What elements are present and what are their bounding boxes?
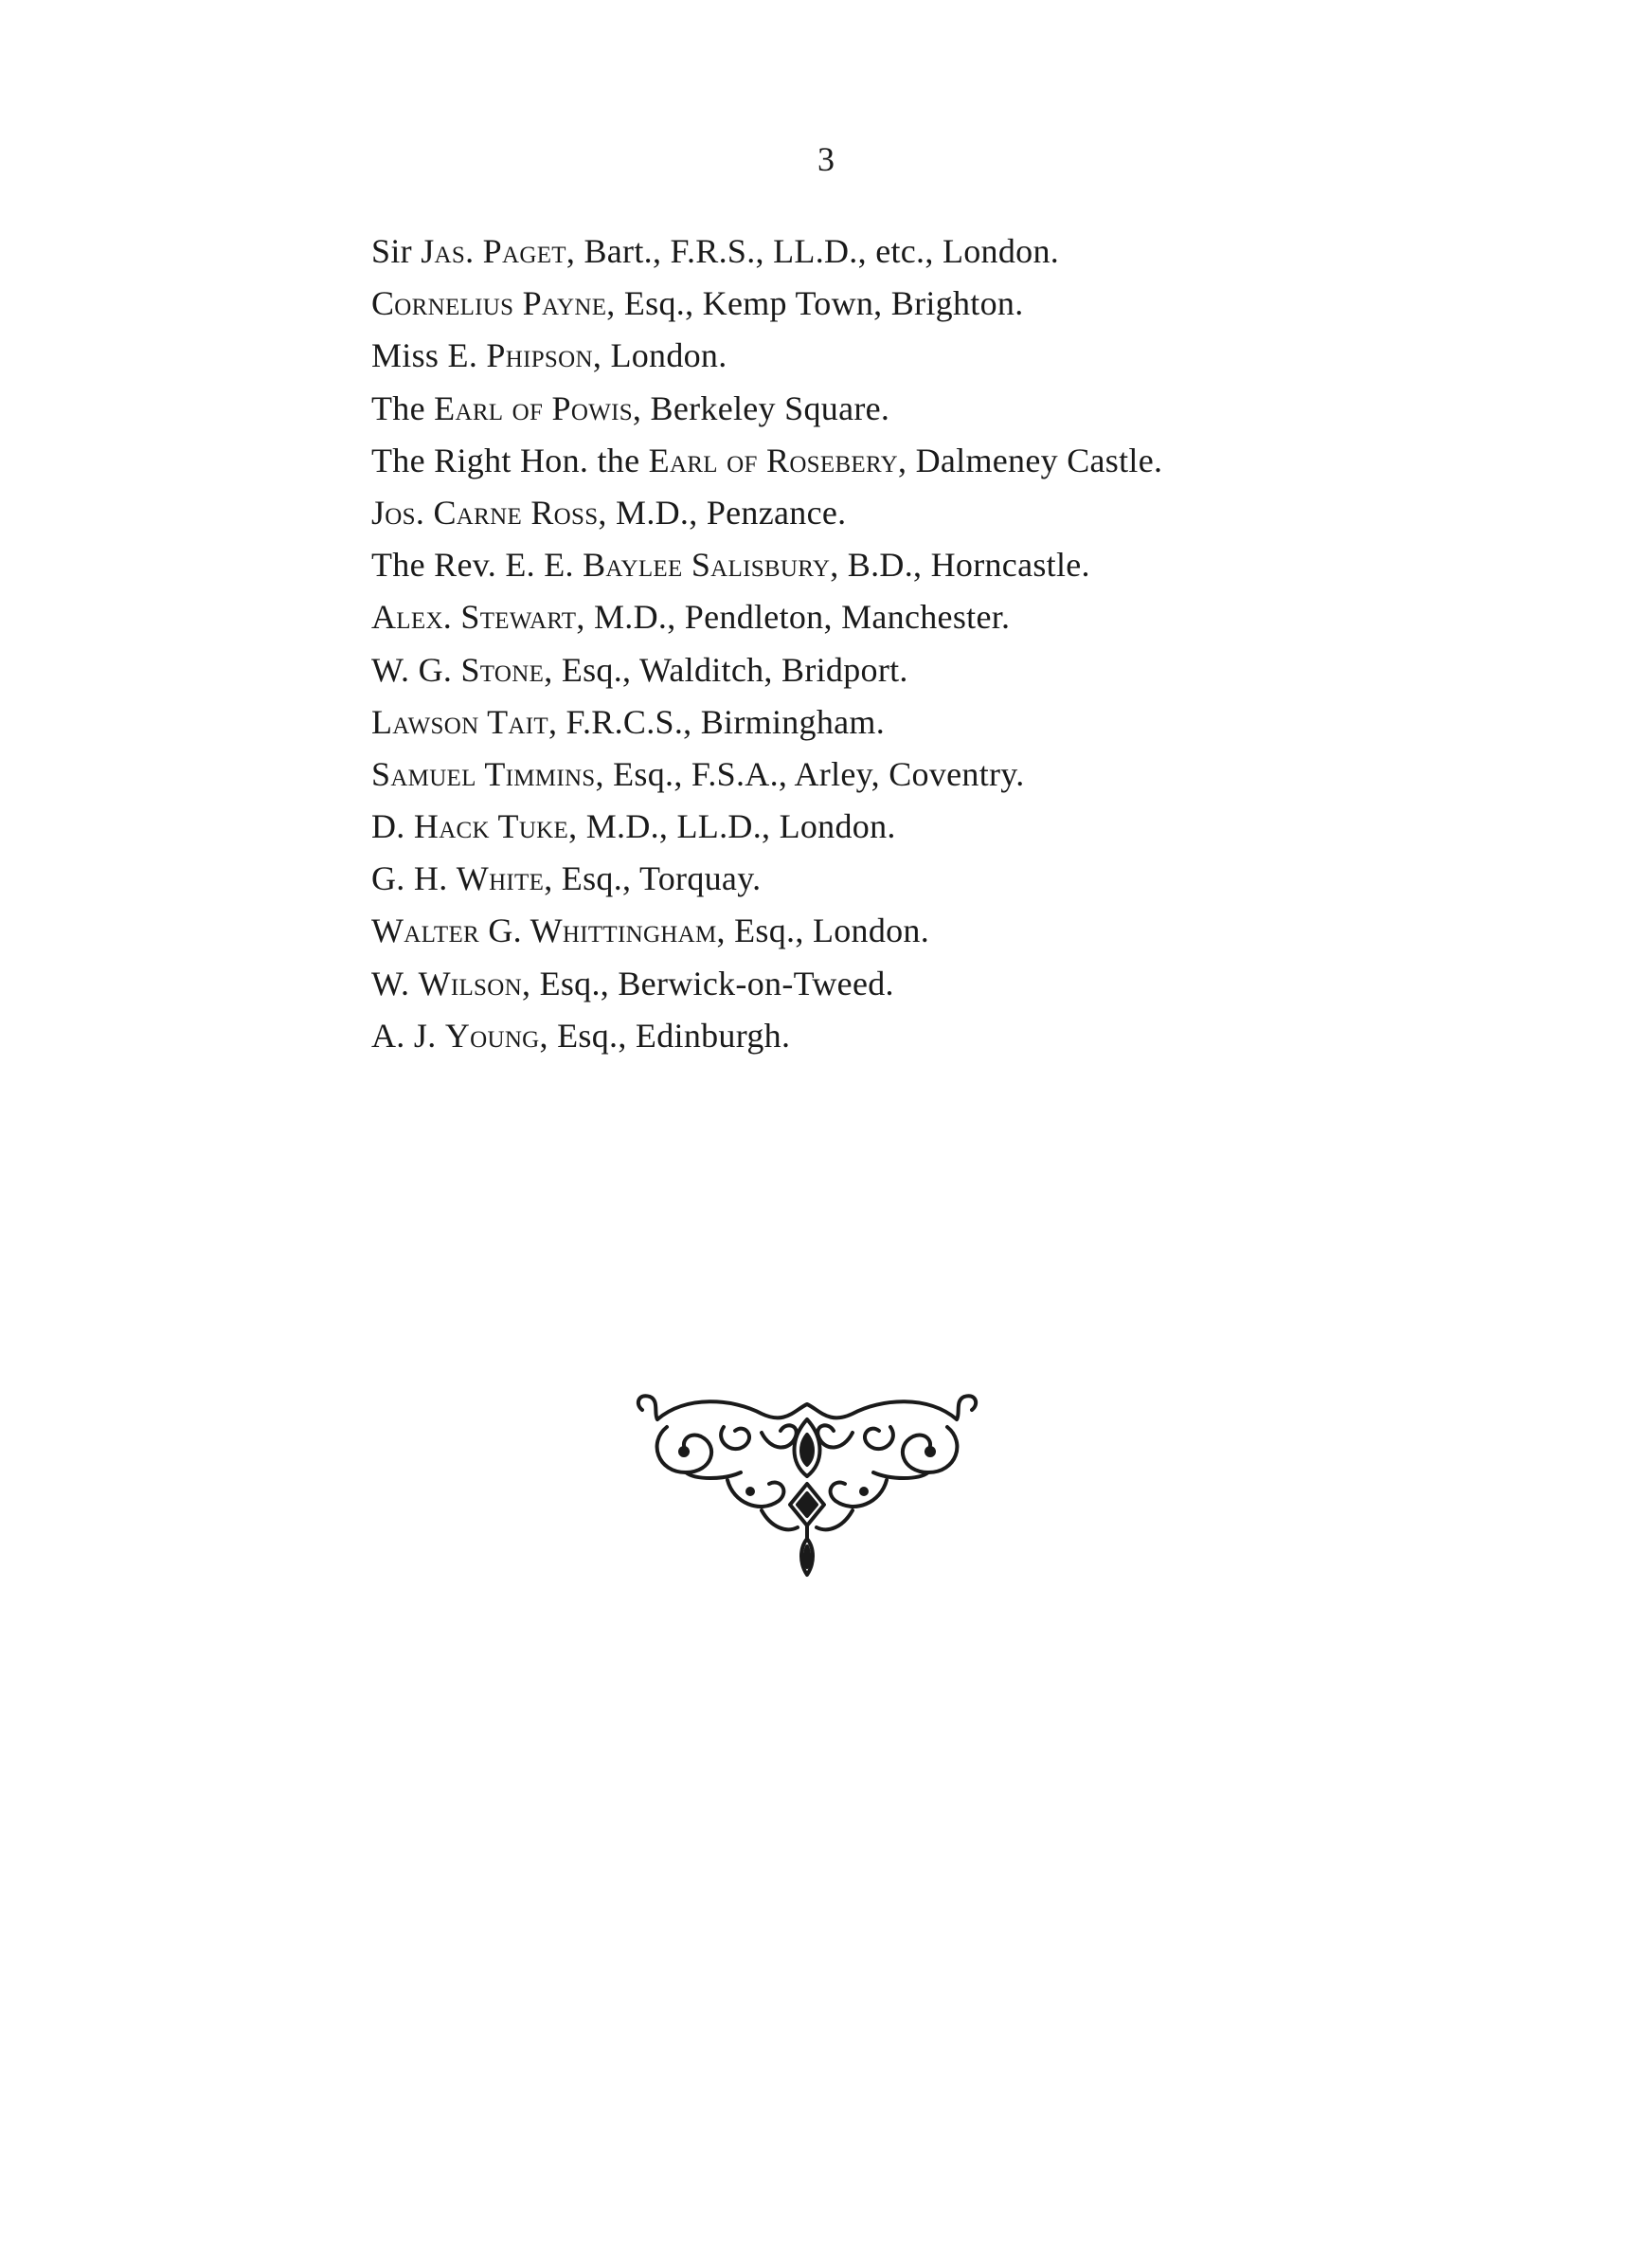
entry-name: Young <box>444 1016 540 1055</box>
entry-suffix: , M.D., LL.D., London. <box>568 807 896 846</box>
subscriber-list <box>371 226 1338 1062</box>
entry-prefix: The <box>371 388 435 427</box>
list-item <box>371 644 1338 696</box>
list-item <box>371 853 1338 905</box>
entry-name: Samuel Timmins <box>371 754 596 793</box>
entry-suffix: , B.D., Horncastle. <box>830 546 1090 585</box>
entry-suffix: , London. <box>592 336 727 375</box>
entry-suffix: , Esq., Torquay. <box>544 859 762 898</box>
entry-suffix: , Esq., Kemp Town, Brighton. <box>606 284 1024 323</box>
entry-name: Stone <box>460 650 545 689</box>
entry-name: Hack Tuke <box>413 807 569 846</box>
entry-prefix: Miss E. <box>371 336 487 375</box>
list-item <box>371 801 1338 853</box>
entry-prefix: Sir <box>371 232 422 270</box>
list-item <box>371 383 1338 435</box>
entry-prefix: The Right Hon. the <box>371 441 649 479</box>
entry-suffix: , Esq., Walditch, Bridport. <box>544 650 908 689</box>
entry-name: Phipson <box>486 336 593 375</box>
entry-suffix: , Esq., Edinburgh. <box>539 1016 791 1055</box>
entry-name: White <box>456 859 545 898</box>
list-item <box>371 539 1338 591</box>
list-item <box>371 226 1338 278</box>
list-item <box>371 905 1338 957</box>
list-item <box>371 278 1338 330</box>
page-number: 3 <box>817 140 835 178</box>
list-item <box>371 749 1338 801</box>
entry-suffix: , Esq., Berwick-on-Tweed. <box>521 964 894 1002</box>
entry-name: Wilson <box>418 964 522 1002</box>
entry-name: Baylee Salisbury <box>583 546 831 585</box>
entry-suffix: , Esq., London. <box>716 912 930 950</box>
entry-prefix: W. G. <box>371 650 461 689</box>
entry-suffix: , Dalmeney Castle. <box>897 441 1163 479</box>
entry-name: Earl of Powis <box>434 388 633 427</box>
entry-suffix: , M.D., Penzance. <box>598 493 847 532</box>
entry-suffix: , Berkeley Square. <box>632 388 890 427</box>
entry-suffix: , Bart., F.R.S., LL.D., etc., London. <box>566 232 1060 270</box>
list-item <box>371 1010 1338 1062</box>
entry-name: Alex. Stewart <box>371 598 577 637</box>
list-item <box>371 591 1338 643</box>
entry-prefix: The Rev. E. E. <box>371 546 584 585</box>
entry-prefix: G. H. <box>371 859 457 898</box>
entry-suffix: , F.R.C.S., Birmingham. <box>548 702 886 741</box>
entry-suffix: , M.D., Pendleton, Manchester. <box>576 598 1011 637</box>
list-item <box>371 435 1338 487</box>
entry-suffix: , Esq., F.S.A., Arley, Coventry. <box>595 754 1025 793</box>
entry-prefix: A. J. <box>371 1016 445 1055</box>
entry-prefix: W. <box>371 964 419 1002</box>
list-item <box>371 958 1338 1010</box>
entry-name: Cornelius Payne <box>371 284 607 323</box>
entry-name: Lawson Tait <box>371 702 548 741</box>
list-item <box>371 696 1338 749</box>
floral-tailpiece-icon <box>629 1385 985 1582</box>
entry-name: Jos. Carne Ross <box>371 493 599 532</box>
entry-prefix: D. <box>371 807 414 846</box>
entry-name: Jas. Paget <box>421 232 566 270</box>
list-item <box>371 330 1338 382</box>
entry-name: Earl of Rosebery <box>648 441 898 479</box>
entry-name: Walter G. Whittingham <box>371 912 717 950</box>
list-item <box>371 487 1338 539</box>
